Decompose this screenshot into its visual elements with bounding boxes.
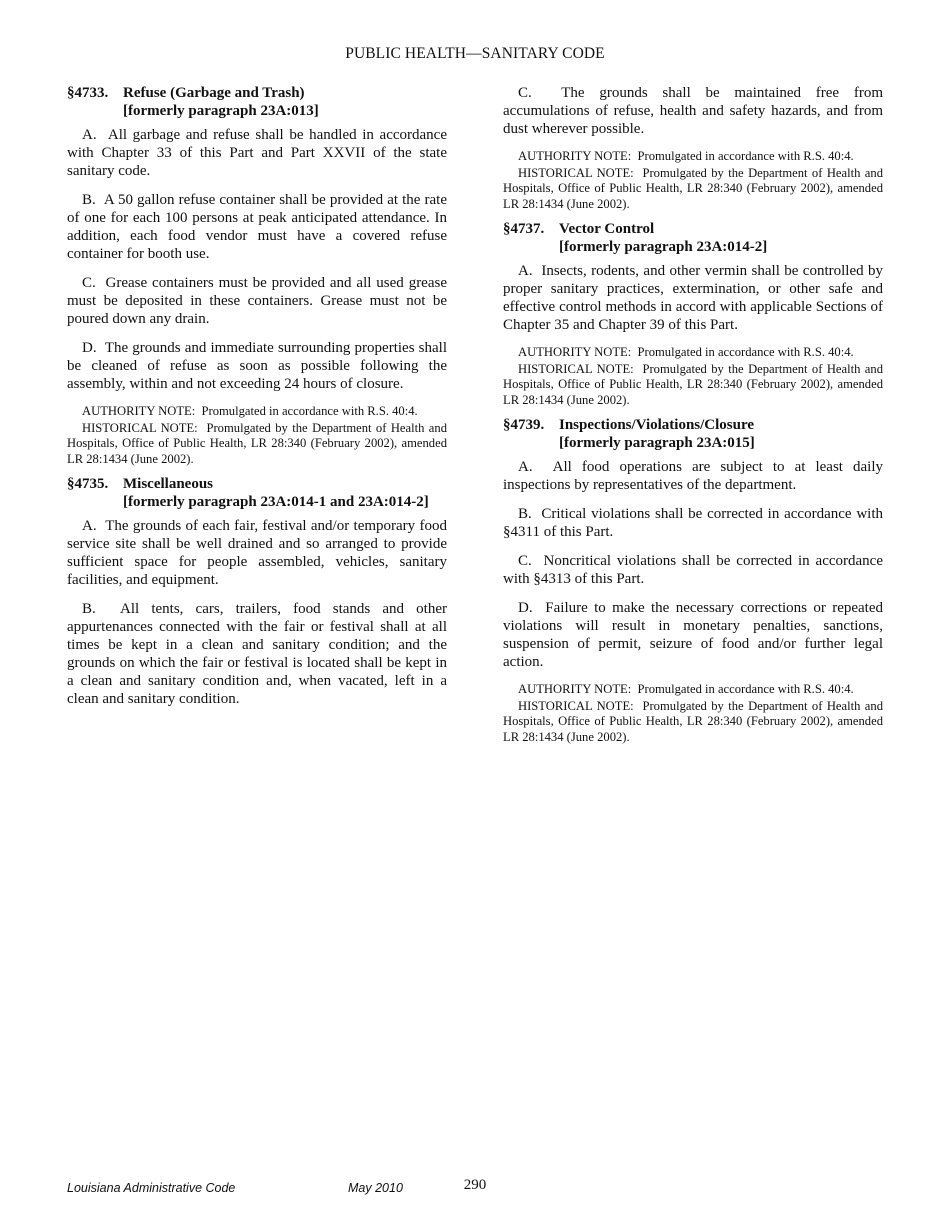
historical-note: HISTORICAL NOTE: Promulgated by the Department of Health and Hospitals, Office of Public Health, LR 28:340 (February 2002), amended LR 28:1434 (June 2002). bbox=[503, 698, 883, 744]
section-heading-4735 bbox=[67, 475, 447, 511]
section-title: Vector Control bbox=[559, 221, 655, 237]
paragraph: C. The grounds shall be maintained free from accumulations of refuse, health and safety hazards, and from dust wherever possible. bbox=[503, 85, 883, 137]
paragraph: D. Failure to make the necessary corrections or repeated violations will result in monetary penalties, sanctions, suspension of permit, seizure of food and/or further legal action. bbox=[503, 600, 883, 670]
section-title: Miscellaneous bbox=[123, 476, 213, 492]
section-subtitle: [formerly paragraph 23A:014-1 and 23A:014-2] bbox=[123, 494, 429, 510]
section-number: §4735. bbox=[67, 476, 109, 492]
authority-note: AUTHORITY NOTE: Promulgated in accordance with R.S. 40:4. bbox=[518, 345, 854, 359]
paragraph: A. All garbage and refuse shall be handled in accordance with Chapter 33 of this Part and Part XXVII of the state sanitary code. bbox=[67, 127, 447, 179]
section-heading-4733 bbox=[67, 84, 447, 120]
running-header: PUBLIC HEALTH—SANITARY CODE bbox=[345, 45, 605, 62]
paragraph: B. A 50 gallon refuse container shall be provided at the rate of one for each 100 persons at peak anticipated attendance. In addition, each food vendor must have a covered refuse container for booth use. bbox=[67, 192, 447, 262]
section-heading-4737 bbox=[503, 220, 883, 256]
historical-note: HISTORICAL NOTE: Promulgated by the Department of Health and Hospitals, Office of Public Health, LR 28:340 (February 2002), amended LR 28:1434 (June 2002). bbox=[503, 361, 883, 407]
authority-note: AUTHORITY NOTE: Promulgated in accordance with R.S. 40:4. bbox=[518, 682, 854, 696]
footer-publication: Louisiana Administrative Code bbox=[67, 1181, 236, 1195]
section-number: §4733. bbox=[67, 85, 109, 101]
section-title: Refuse (Garbage and Trash) bbox=[123, 85, 305, 101]
paragraph: A. Insects, rodents, and other vermin shall be controlled by proper sanitary practices, extermination, or other safe and effective control methods in accord with applicable Sections of Chapter 35 and Chapter 39 of this Part. bbox=[503, 263, 883, 333]
section-heading-4739 bbox=[503, 416, 883, 452]
page-number: 290 bbox=[463, 1177, 487, 1193]
footer-date: May 2010 bbox=[348, 1181, 403, 1195]
right-column bbox=[503, 84, 883, 753]
section-subtitle: [formerly paragraph 23A:014-2] bbox=[559, 239, 768, 255]
authority-note: AUTHORITY NOTE: Promulgated in accordance with R.S. 40:4. bbox=[82, 404, 418, 418]
paragraph: D. The grounds and immediate surrounding properties shall be cleaned of refuse as soon as possible following the assembly, within and not exceeding 24 hours of closure. bbox=[67, 340, 447, 392]
paragraph: A. The grounds of each fair, festival and/or temporary food service site shall be well drained and so arranged to provide sufficient space for people assembled, vehicles, sanitary facilities, and equipment. bbox=[67, 518, 447, 588]
section-subtitle: [formerly paragraph 23A:013] bbox=[123, 103, 319, 119]
historical-note: HISTORICAL NOTE: Promulgated by the Department of Health and Hospitals, Office of Public Health, LR 28:340 (February 2002), amended LR 28:1434 (June 2002). bbox=[503, 165, 883, 211]
paragraph: B. All tents, cars, trailers, food stands and other appurtenances connected with the fair or festival shall at all times be kept in a clean and sanitary condition; and the grounds on which the fair or festival is located shall be kept in a clean and sanitary condition and, when vacated, left in a clean and sanitary condition. bbox=[67, 601, 447, 707]
paragraph: C. Grease containers must be provided and all used grease must be deposited in these containers. Grease must not be poured down any drain. bbox=[67, 275, 447, 327]
paragraph: C. Noncritical violations shall be corrected in accordance with §4313 of this Part. bbox=[503, 553, 883, 587]
section-number: §4739. bbox=[503, 417, 545, 433]
paragraph: A. All food operations are subject to at least daily inspections by representatives of the department. bbox=[503, 459, 883, 493]
section-subtitle: [formerly paragraph 23A:015] bbox=[559, 435, 755, 451]
section-number: §4737. bbox=[503, 221, 545, 237]
left-column bbox=[67, 84, 447, 719]
historical-note: HISTORICAL NOTE: Promulgated by the Department of Health and Hospitals, Office of Public Health, LR 28:340 (February 2002), amended LR 28:1434 (June 2002). bbox=[67, 420, 447, 466]
paragraph: B. Critical violations shall be corrected in accordance with §4311 of this Part. bbox=[503, 506, 883, 540]
section-title: Inspections/Violations/Closure bbox=[559, 417, 755, 433]
authority-note: AUTHORITY NOTE: Promulgated in accordance with R.S. 40:4. bbox=[518, 149, 854, 163]
